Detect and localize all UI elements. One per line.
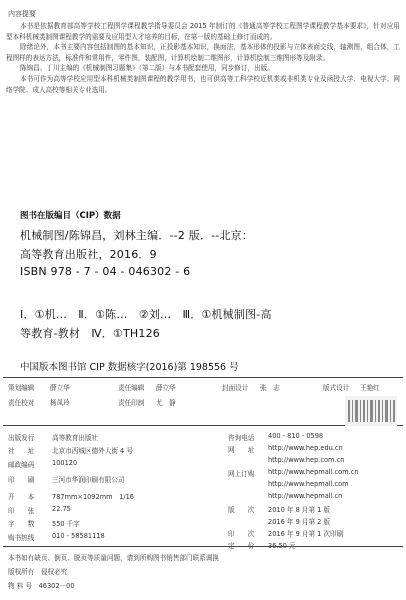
pub-link[interactable]: http://www.hepmall.com.cn (268, 468, 359, 476)
pub-value: 010 - 58581118 (52, 532, 105, 540)
copyright-notice: 版权所有 侵权必究 (8, 568, 68, 576)
pub-link[interactable]: http://www.hepmall.com (268, 480, 349, 488)
cip-line: 等教育-教材 Ⅳ．①TH126 (20, 327, 160, 340)
intro-title: 内容提要 (8, 10, 36, 18)
intro-paragraph: 本书是依据教育部高等学校工程图学课程教学指导委员会 2015 年制订的《普通高等学校工程图学课程教学基本要求》，针对应用型本科机械类制图课程教学的需要及应用型人才培养的目标，在第一版的基础上修订而成的。 (6, 22, 400, 41)
anti-counterfeit-mark (345, 396, 397, 426)
staff-name: 杨凤玲 (50, 399, 70, 407)
pub-value: 2016 年 9 月第 1 次印刷 (268, 530, 344, 538)
pub-label: 定 价 (228, 542, 255, 550)
pub-value: 三河市华润印刷有限公司 (52, 476, 125, 484)
pub-label: 购书热线 (8, 534, 35, 542)
cip-line: 高等教育出版社，2016．9 (20, 248, 157, 261)
staff-label: 责任编辑 (118, 384, 145, 392)
pub-label: 邮政编码 (8, 461, 35, 469)
pub-label: 咨询电话 (228, 434, 255, 442)
pub-value: 北京市西城区德外大街 4 号 (52, 447, 133, 455)
divider (3, 425, 403, 426)
cip-heading: 图书在版编目（CIP）数据 (20, 211, 121, 221)
pub-value: 100120 (52, 459, 78, 467)
pub-label: 开 本 (8, 493, 35, 501)
pub-value: 高等教育出版社 (52, 434, 99, 442)
staff-name: 薛立华 (50, 384, 70, 392)
cip-number: 中国版本图书馆 CIP 数据核字(2016)第 198556 号 (20, 362, 239, 373)
pub-label: 字 数 (8, 520, 35, 528)
staff-label: 封面设计 (222, 384, 249, 392)
pub-label: 版 次 (228, 506, 255, 514)
intro-body (6, 21, 400, 95)
pub-link[interactable]: http://www.hep.com.cn (268, 456, 345, 464)
quality-note: 本书如有缺页、倒页、脱页等质量问题，请到所购图书销售部门联系调换 (8, 554, 219, 562)
cip-line: 机械制图/陈锦昌，刘林主编．--2 版．--北京： (20, 229, 254, 242)
staff-name: 尤 静 (156, 399, 176, 407)
cip-isbn: ISBN 978 - 7 - 04 - 046302 - 6 (20, 265, 191, 278)
pub-value: 2016 年 9 月第 2 版 (268, 518, 331, 526)
staff-name: 张 志 (260, 384, 280, 392)
pub-value: 2010 年 8 月第 1 版 (268, 506, 331, 514)
pub-label: 印 次 (228, 530, 255, 538)
pub-label: 印 刷 (8, 476, 35, 484)
staff-label: 策划编辑 (8, 384, 35, 392)
intro-paragraph: 本书可作为高等学校应用型本科机械类制图课程的教学用书，也可供高等工科学校近机类或非机类专业及函授大学、电视大学、网络学院、成人高校等相关专业选用。 (6, 74, 400, 94)
pub-value: 22.75 (52, 505, 71, 513)
staff-label: 责任校对 (8, 399, 35, 407)
pub-value: 400 - 810 - 0598 (268, 432, 324, 440)
pub-value: 787mm×1092mm 1/16 (52, 493, 134, 501)
pub-link[interactable]: http://www.hepmall.cn (268, 492, 343, 500)
staff-label: 版式设计 (323, 384, 350, 392)
pub-label: 社 址 (8, 447, 35, 455)
staff-label: 责任印制 (118, 399, 145, 407)
item-number: 物 料 号 46302－00 (8, 582, 75, 590)
cip-line: Ⅰ．①机… Ⅱ．①陈… ②刘… Ⅲ．①机械制图-高 (20, 308, 272, 321)
intro-paragraph: 除绪论外，本书主要内容包括制图的基本知识，正投影基本知识，换面法，基本形体的投影与立体表面交线，轴测图，组合体，工程图样的表达方法，标准件和常用件，零件图，装配图，计算机绘制二维图形，计算机绘制三维图形等及附录。 (6, 43, 400, 62)
pub-value: 550 千字 (52, 520, 80, 528)
pub-label: 出版发行 (8, 434, 35, 442)
pub-value: 36.50 元 (268, 542, 296, 550)
divider (3, 377, 403, 378)
staff-name: 王艳红 (360, 384, 380, 392)
pub-link[interactable]: http://www.hep.edu.cn (268, 444, 343, 452)
pub-label: 网上订购 (228, 470, 255, 478)
pub-label: 印 张 (8, 507, 35, 515)
pub-label: 网 址 (228, 446, 255, 454)
divider (3, 546, 403, 547)
intro-paragraph: 陈锦昌、丁川主编的《机械制图习题集》（第二版）与本书配套使用，同步修订，出版。 (20, 64, 274, 73)
staff-name: 薛立华 (156, 384, 176, 392)
